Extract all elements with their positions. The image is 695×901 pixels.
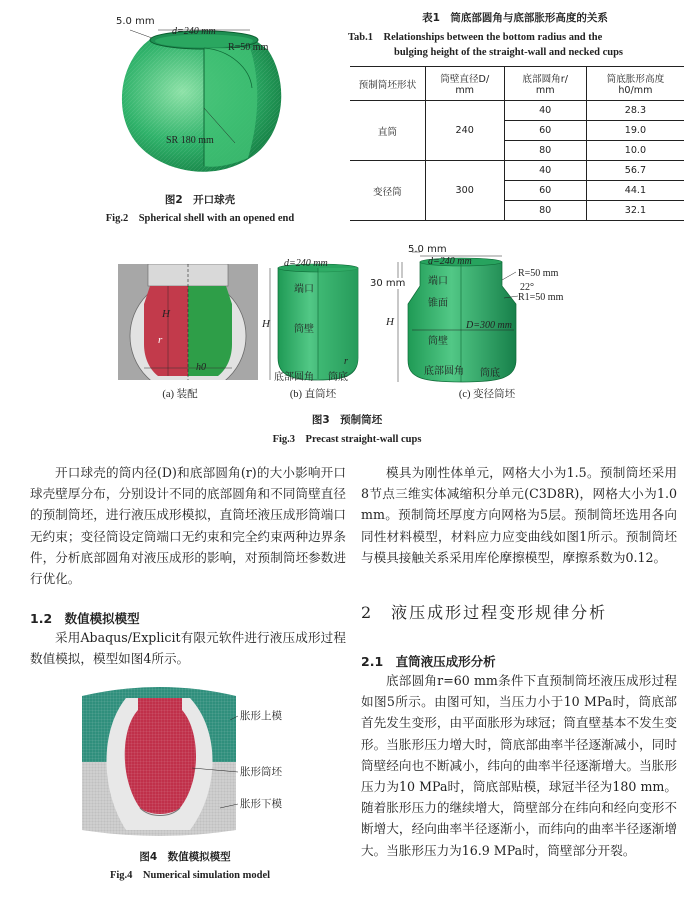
right-paragraph-1: 模具为刚性体单元，网格大小为1.5。预制筒坯采用8节点三维实体减缩积分单元(C3D8R)，网格大小为1.0 mm。预制筒坯厚度方向网格为5层。预制筒坯选用各向同性材料模型，材料应力应变曲线如图1所示。预制筒坯与模具接触关系采用库伦摩擦模型，摩擦系数为0.12。 <box>361 465 677 565</box>
dim-d: d=240 mm <box>428 256 472 267</box>
figure-2 <box>100 8 300 188</box>
cell-radius: 80 <box>504 141 586 161</box>
necked-cup-image <box>384 240 584 384</box>
tab1-title-en-2: bulging height of the straight-wall and necked cups <box>394 47 623 58</box>
dim-thickness: 5.0 mm <box>116 16 155 27</box>
label-bottom-fillet: 底部圆角 <box>424 366 464 377</box>
label-bottom: 筒底 <box>480 368 500 379</box>
dim-d: d=240 mm <box>284 258 328 269</box>
fig2-caption-en: Fig.2 Spherical shell with an opened end <box>105 213 295 224</box>
cell-diameter: 240 <box>425 101 504 161</box>
fig4-caption-cn: 图4 数值模拟模型 <box>139 851 231 863</box>
left-paragraph-2: 采用Abaqus/Explicit有限元软件进行液压成形过程数值模拟，模型如图4所示。 <box>30 630 346 667</box>
straight-cup-image <box>262 258 370 384</box>
label-lower-die: 胀形下模 <box>240 798 282 810</box>
label-r: r <box>344 356 348 367</box>
tab1-title-en-1: Tab.1 Relationships between the bottom radius and the <box>348 32 603 43</box>
col-header-height: 筒底胀形高度 h0/mm <box>586 67 684 101</box>
cell-height: 10.0 <box>586 141 684 161</box>
dim-30: 30 mm <box>370 278 406 289</box>
label-port: 端口 <box>428 276 448 287</box>
dim-radius: R=50 mm <box>228 42 269 53</box>
label-bottom: 筒底 <box>328 372 348 383</box>
simulation-model-image <box>80 680 320 840</box>
dim-thickness: 5.0 mm <box>408 244 447 255</box>
cell-height: 32.1 <box>586 201 684 221</box>
label-H: H <box>162 308 170 320</box>
cell-radius: 40 <box>504 161 586 181</box>
label-wall: 筒壁 <box>428 336 448 347</box>
cell-height: 28.3 <box>586 101 684 121</box>
dim-R1: R1=50 mm <box>518 292 564 303</box>
tab1-title-cn: 表1 筒底部圆角与底部胀形高度的关系 <box>422 12 608 24</box>
label-upper-die: 胀形上模 <box>240 710 282 722</box>
dim-angle: 22° <box>520 282 534 293</box>
cell-height: 56.7 <box>586 161 684 181</box>
label-bulging-cup: 胀形筒坯 <box>240 766 282 778</box>
dim-sphere-radius: SR 180 mm <box>166 135 214 146</box>
cell-height: 19.0 <box>586 121 684 141</box>
cell-height: 44.1 <box>586 181 684 201</box>
cell-diameter: 300 <box>425 161 504 221</box>
label-wall: 筒壁 <box>294 324 314 335</box>
figure-4 <box>80 680 320 840</box>
fig3-caption-en: Fig.3 Precast straight-wall cups <box>272 434 422 445</box>
table-1 <box>350 66 684 221</box>
label-r: r <box>158 334 163 346</box>
right-paragraph-2: 底部圆角r=60 mm条件下直预制筒坯液压成形过程如图5所示。由图可知，当压力小于10 MPa时，筒底部首先发生变形，由平面胀形为球冠；筒直壁基本不发生变形。当胀形压力增大时，筒底部曲率半径逐渐减小，同时筒壁经向也不断减小，纬向的曲率半径逐渐增大。当胀形压力为10 MPa时，筒底部贴模，球冠半径为180 mm。随着胀形压力的继续增大，筒壁部分在纬向和经向变形不断增大，经向曲率半径逐渐小，而纬向的曲率半径逐渐增大。当胀形压力为16.9 MPa时，筒壁部分开裂。 <box>361 673 677 858</box>
cell-radius: 60 <box>504 121 586 141</box>
fig2-caption-cn: 图2 开口球壳 <box>164 194 236 206</box>
assembly-image <box>118 264 258 380</box>
figure-3a <box>118 264 258 380</box>
figure-3c <box>370 240 584 384</box>
label-cone: 锥面 <box>428 298 448 309</box>
section-2-1-heading: 2.1 直筒液压成形分析 <box>361 654 496 669</box>
dim-D: D=300 mm <box>466 320 512 331</box>
cell-shape: 变径筒 <box>373 186 402 198</box>
fig3a-caption: (a) 装配 <box>162 389 198 400</box>
table-row <box>350 101 684 121</box>
cell-radius: 40 <box>504 101 586 121</box>
fig4-caption-en: Fig.4 Numerical simulation model <box>109 870 271 881</box>
cell-radius: 80 <box>504 201 586 221</box>
section-2-heading: 2 液压成形过程变形规律分析 <box>361 603 608 622</box>
section-1-2-heading: 1.2 数值模拟模型 <box>30 611 140 626</box>
cell-radius: 60 <box>504 181 586 201</box>
left-paragraph-1: 开口球壳的筒内径(D)和底部圆角(r)的大小影响开口球壳壁厚分布，分别设计不同的底部圆角和不同筒壁直径的预制筒坯，进行液压成形模拟，直筒坯液压成形筒端口无约束；变径筒设定筒端口无约束和完全约束两种边界条件，分析底部圆角对液压成形的影响，对预制筒坯参数进行优化。 <box>30 465 346 587</box>
fig3-caption-cn: 图3 预制筒坯 <box>311 414 383 426</box>
cell-shape: 直筒 <box>350 101 425 161</box>
table-row <box>350 161 684 181</box>
label-H: H <box>386 316 394 328</box>
label-port: 端口 <box>294 284 314 295</box>
fig3c-caption: (c) 变径筒坯 <box>458 389 516 400</box>
col-header-shape: 预制筒坯形状 <box>358 79 417 91</box>
figure-3b <box>262 258 370 384</box>
dim-R: R=50 mm <box>518 268 559 279</box>
label-h0: h0 <box>196 362 206 373</box>
col-header-diameter: 筒壁直径D/ mm <box>425 67 504 101</box>
label-bottom-fillet: 底部圆角 <box>274 372 314 383</box>
fig3b-caption: (b) 直筒坯 <box>289 389 337 400</box>
dim-diameter: d=240 mm <box>172 26 216 37</box>
label-H: H <box>262 318 270 330</box>
col-header-radius: 底部圆角r/ mm <box>504 67 586 101</box>
